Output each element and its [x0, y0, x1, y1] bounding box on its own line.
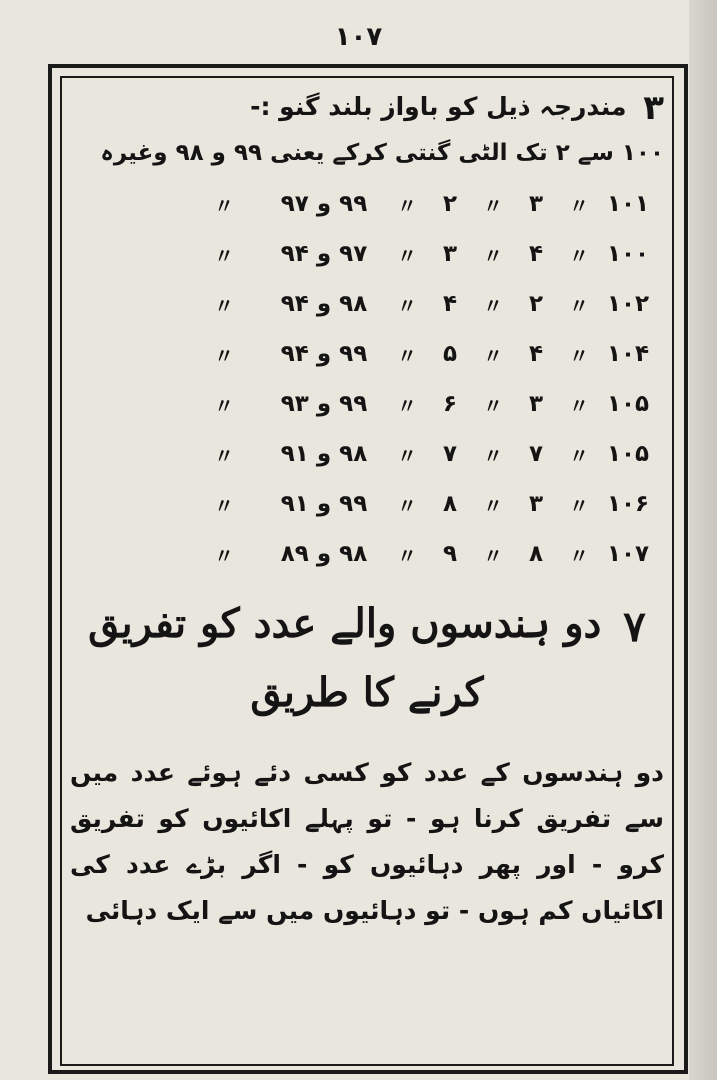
section-3-instruction	[70, 84, 664, 131]
from-number: ۳	[528, 491, 544, 517]
section-3-number: ۳	[643, 88, 664, 128]
ditto-mark: 〃	[569, 493, 589, 518]
table-row	[70, 279, 664, 329]
ditto-mark: 〃	[569, 193, 589, 218]
ditto-mark: 〃	[483, 443, 503, 468]
section-3-instruction-text: مندرجہ ذیل کو باواز بلند گنو :-	[250, 92, 627, 121]
to-number: ۸	[442, 491, 458, 517]
example-numbers: ۹۹ و ۹۴	[280, 341, 368, 367]
to-number: ۳	[442, 241, 458, 267]
ditto-mark: 〃	[214, 193, 234, 218]
start-number: ۱۰۶	[606, 491, 650, 517]
ditto-mark: 〃	[397, 493, 417, 518]
ditto-mark: 〃	[483, 243, 503, 268]
ditto-mark: 〃	[214, 493, 234, 518]
from-number: ۴	[528, 341, 544, 367]
page-edge-shadow	[689, 0, 717, 1080]
ditto-mark: 〃	[483, 193, 503, 218]
section-7-heading	[70, 591, 664, 726]
example-numbers: ۹۹ و ۹۷	[280, 191, 368, 217]
from-number: ۳	[528, 391, 544, 417]
table-row	[70, 429, 664, 479]
table-row	[70, 229, 664, 279]
heading-line-2: کرنے کا طریق	[250, 669, 484, 716]
start-number: ۱۰۵	[606, 391, 650, 417]
page-number: ۱۰۷	[334, 22, 383, 52]
ditto-mark: 〃	[397, 343, 417, 368]
ditto-mark: 〃	[569, 243, 589, 268]
to-number: ۶	[442, 391, 458, 417]
example-numbers: ۹۷ و ۹۴	[280, 241, 368, 267]
example-numbers: ۹۹ و ۹۳	[280, 391, 368, 417]
start-number: ۱۰۲	[606, 291, 650, 317]
ditto-mark: 〃	[483, 493, 503, 518]
start-number: ۱۰۰	[606, 241, 650, 267]
page-content	[70, 84, 664, 934]
start-number: ۱۰۱	[606, 191, 650, 217]
ditto-mark: 〃	[569, 443, 589, 468]
to-number: ۹	[442, 541, 458, 567]
ditto-mark: 〃	[214, 443, 234, 468]
heading-line-1: دو ہندسوں والے عدد کو تفریق	[88, 600, 602, 647]
table-row	[70, 329, 664, 379]
ditto-mark: 〃	[214, 243, 234, 268]
ditto-mark: 〃	[214, 543, 234, 568]
body-paragraph: دو ہندسوں کے عدد کو کسی دئے ہوئے عدد میں سے تفریق کرنا ہو - تو پہلے اکائیوں کو تفریق کرو - اور پھر دہائیوں کو - اگر بڑے عدد کی اکائیاں کم ہوں - تو دہائیوں میں سے ایک دہائی	[70, 758, 664, 925]
counting-first-line: ۱۰۰ سے ۲ تک الٹی گنتی کرکے یعنی ۹۹ و ۹۸ وغیرہ	[100, 140, 664, 166]
ditto-mark: 〃	[397, 243, 417, 268]
example-numbers: ۹۸ و ۸۹	[280, 541, 368, 567]
from-number: ۸	[528, 541, 544, 567]
from-number: ۴	[528, 241, 544, 267]
ditto-mark: 〃	[397, 193, 417, 218]
ditto-mark: 〃	[483, 293, 503, 318]
from-number: ۳	[528, 191, 544, 217]
counting-table	[70, 179, 664, 579]
table-row	[70, 529, 664, 579]
ditto-mark: 〃	[214, 393, 234, 418]
example-numbers: ۹۸ و ۹۱	[280, 441, 368, 467]
ditto-mark: 〃	[397, 543, 417, 568]
to-number: ۷	[442, 441, 458, 467]
ditto-mark: 〃	[397, 393, 417, 418]
ditto-mark: 〃	[569, 393, 589, 418]
to-number: ۵	[442, 341, 458, 367]
table-row	[70, 479, 664, 529]
to-number: ۲	[442, 191, 458, 217]
ditto-mark: 〃	[214, 343, 234, 368]
from-number: ۲	[528, 291, 544, 317]
ditto-mark: 〃	[397, 443, 417, 468]
start-number: ۱۰۴	[606, 341, 650, 367]
ditto-mark: 〃	[483, 543, 503, 568]
ditto-mark: 〃	[214, 293, 234, 318]
ditto-mark: 〃	[569, 543, 589, 568]
table-row	[70, 379, 664, 429]
start-number: ۱۰۷	[606, 541, 650, 567]
table-row	[70, 179, 664, 229]
ditto-mark: 〃	[483, 393, 503, 418]
ditto-mark: 〃	[569, 343, 589, 368]
ditto-mark: 〃	[569, 293, 589, 318]
example-numbers: ۹۸ و ۹۴	[280, 291, 368, 317]
to-number: ۴	[442, 291, 458, 317]
example-numbers: ۹۹ و ۹۱	[280, 491, 368, 517]
start-number: ۱۰۵	[606, 441, 650, 467]
from-number: ۷	[528, 441, 544, 467]
ditto-mark: 〃	[483, 343, 503, 368]
ditto-mark: 〃	[397, 293, 417, 318]
section-7-number: ۷	[623, 602, 646, 651]
